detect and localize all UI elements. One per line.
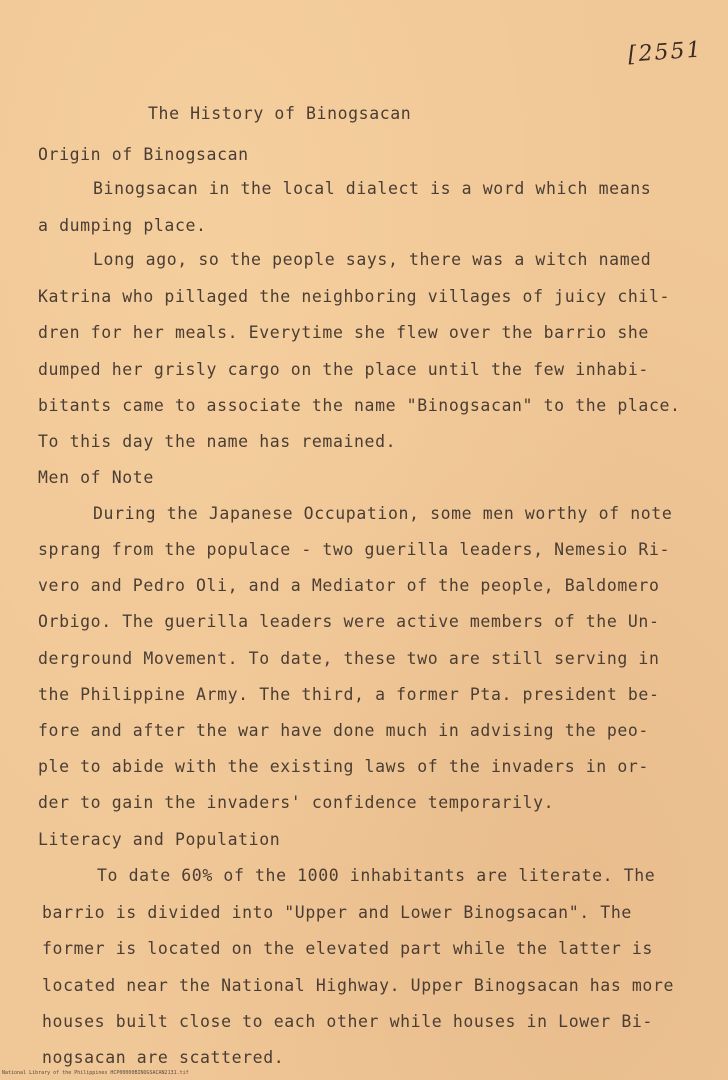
paragraph-line: Orbigo. The guerilla leaders were active members of the Un-: [38, 612, 660, 631]
paragraph-line: bitants came to associate the name "Binogsacan" to the place.: [38, 396, 681, 415]
paragraph-line: Long ago, so the people says, there was a witch named: [93, 250, 652, 269]
paragraph-line: der to gain the invaders' confidence temporarily.: [38, 793, 555, 812]
paragraph-line: nogsacan are scattered.: [42, 1048, 285, 1067]
paragraph-line: fore and after the war have done much in advising the peo-: [38, 721, 649, 740]
paragraph-line: dren for her meals. Everytime she flew over the barrio she: [38, 323, 649, 342]
document-title: The History of Binogsacan: [148, 104, 412, 123]
section-heading-men-of-note: Men of Note: [38, 468, 154, 487]
paragraph-line: the Philippine Army. The third, a former Pta. president be-: [38, 685, 660, 704]
document-id-mark: [2551: [627, 37, 704, 68]
paragraph-line: vero and Pedro Oli, and a Mediator of the people, Baldomero: [38, 576, 660, 595]
paragraph-line: dumped her grisly cargo on the place until the few inhabi-: [38, 360, 649, 379]
paragraph-line: ple to abide with the existing laws of the invaders in or-: [38, 757, 649, 776]
paragraph-line: former is located on the elevated part while the latter is: [42, 939, 653, 958]
paragraph-line: barrio is divided into "Upper and Lower Binogsacan". The: [42, 903, 632, 922]
paragraph-line: To date 60% of the 1000 inhabitants are literate. The: [97, 866, 656, 885]
paragraph-line: Binogsacan in the local dialect is a word which means: [93, 179, 652, 198]
paragraph-line: derground Movement. To date, these two are still serving in: [38, 649, 660, 668]
paragraph-line: During the Japanese Occupation, some men worthy of note: [93, 504, 673, 523]
scan-footer-caption: National Library of the Philippines HCP00000BINOGSACAN2131.tif: [2, 1070, 189, 1076]
section-heading-origin: Origin of Binogsacan: [38, 145, 249, 164]
paragraph-line: a dumping place.: [38, 216, 207, 235]
paragraph-line: Katrina who pillaged the neighboring villages of juicy chil-: [38, 287, 671, 306]
paragraph-line: located near the National Highway. Upper Binogsacan has more: [42, 976, 675, 995]
paragraph-line: To this day the name has remained.: [38, 432, 397, 451]
paragraph-line: houses built close to each other while houses in Lower Bi-: [42, 1012, 653, 1031]
paragraph-line: sprang from the populace - two guerilla leaders, Nemesio Ri-: [38, 540, 671, 559]
section-heading-literacy: Literacy and Population: [38, 830, 281, 849]
